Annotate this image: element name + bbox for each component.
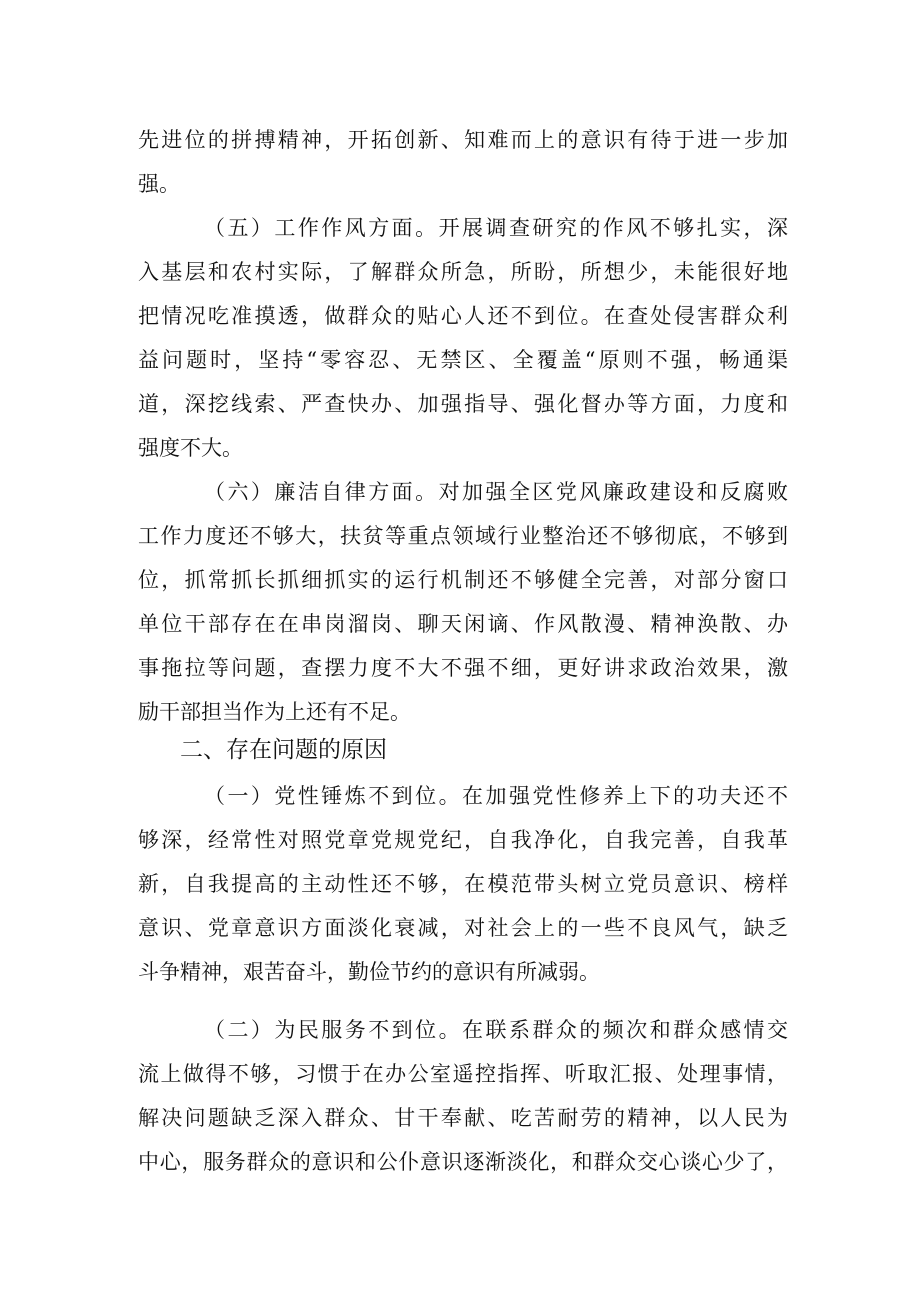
text-line: 新，自我提高的主动性还不够，在模范带头树立党员意识、榜样 <box>138 872 788 896</box>
text-line: （五）工作作风方面。开展调查研究的作风不够扎实，深 <box>204 216 788 240</box>
section-heading: 二、存在问题的原因 <box>180 737 387 763</box>
text-line: （二）为民服务不到位。在联系群众的频次和群众感情交 <box>204 1018 788 1042</box>
text-line: （一）党性锤炼不到位。在加强党性修养上下的功夫还不 <box>204 784 788 808</box>
text-line: 意识、党章意识方面淡化衰减，对社会上的一些不良风气，缺乏 <box>138 916 788 940</box>
text-line: 事拖拉等问题，查摆力度不大不强不细，更好讲求政治效果，激 <box>138 656 788 680</box>
text-line: 工作力度还不够大，扶贫等重点领域行业整治还不够彻底，不够到 <box>138 524 788 548</box>
text-line: 斗争精神，艰苦奋斗，勤俭节约的意识有所减弱。 <box>138 960 600 984</box>
text-line: 先进位的拼搏精神，开拓创新、知难而上的意识有待于进一步加 <box>138 128 788 152</box>
text-line: 单位干部存在在串岗溜岗、聊天闲谪、作风散漫、精神涣散、办 <box>138 612 788 636</box>
text-line: （六）廉洁自律方面。对加强全区党风廉政建设和反腐败 <box>204 480 788 504</box>
text-line: 解决问题缺乏深入群众、甘干奉献、吃苦耐劳的精神，以人民为 <box>138 1106 788 1130</box>
text-line: 强。 <box>138 172 180 196</box>
text-line: 励干部担当作为上还有不足。 <box>138 700 411 724</box>
text-line: 中心，服务群众的意识和公仆意识逐渐淡化，和群众交心谈心少了， <box>138 1150 788 1174</box>
text-line: 道，深挖线索、严查快办、加强指导、强化督办等方面，力度和 <box>138 392 788 416</box>
text-line: 流上做得不够，习惯于在办公室遥控指挥、听取汇报、处理事情， <box>138 1062 788 1086</box>
text-line: 把情况吃准摸透，做群众的贴心人还不到位。在查处侵害群众利 <box>138 304 788 328</box>
text-line: 入基层和农村实际，了解群众所急，所盼，所想少，未能很好地 <box>138 260 788 284</box>
text-line: 强度不大。 <box>138 436 243 460</box>
text-line: 位，抓常抓长抓细抓实的运行机制还不够健全完善，对部分窗口 <box>138 568 788 592</box>
text-line: 益问题时，坚持“零容忍、无禁区、全覆盖“原则不强，畅通渠 <box>138 348 788 372</box>
text-line: 够深，经常性对照党章党规党纪，自我净化，自我完善，自我革 <box>138 828 788 852</box>
